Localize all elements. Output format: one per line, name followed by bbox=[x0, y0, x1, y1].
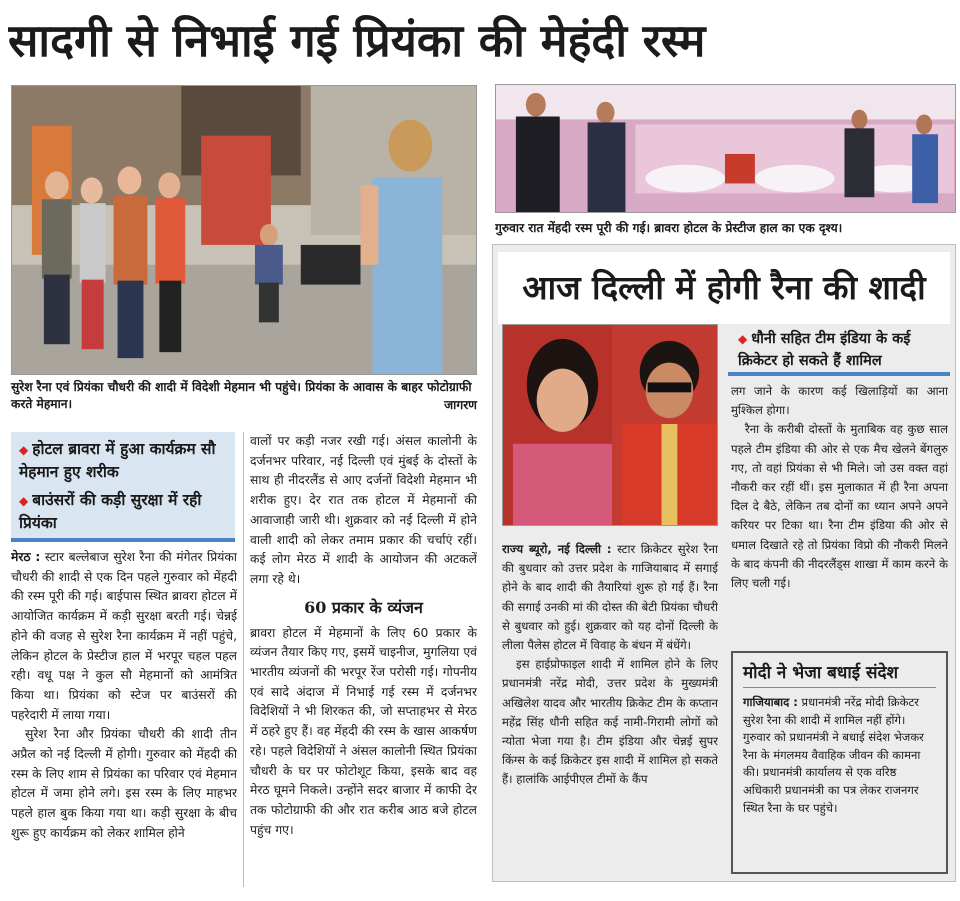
story2-col2-para1: लग जाने के कारण कई खिलाड़ियों का आना मुश्किल होगा। bbox=[731, 384, 948, 418]
story2-column-2 bbox=[731, 382, 948, 644]
story1-col1-para1: स्टार बल्लेबाज सुरेश रैना की मंगेतर प्रियंका चौधरी की शादी से एक दिन पहले गुरुवार को मेंहदी की रस्म पूरी की गई। बाईपास स्थित ब्रावरा होटल में आयोजित कार्यक्रम में कड़ी सुरक्षा बरती गई। चेन्नई होने की वजह से सुरेश रैना कार्यक्रम में नहीं पहुंचे, लेकिन होटल के प्रेस्टीज हाल में भरपूर चहल पहल रही। वधू पक्ष ने कुल सौ मेहमानों को आमंत्रित किया था। प्रियंका को स्टेज पर बाउंसरों की पहरेदारी में लाया गया। bbox=[11, 550, 237, 722]
story2-col1-para1: स्टार क्रिकेटर सुरेश रैना की बुधवार को उत्तर प्रदेश के गाजियाबाद में सगाई होने के बाद शादी की तैयारियां शुरू हो गई हैं। रैना की सगाई उनकी मां की दोस्त की बेटी प्रियंका चौधरी से बुधवार को हुई। शुक्रवार को यह दोनों दिल्ली के लीला पैलेस होटल में विवाह के बंधन में बंधेंगे। bbox=[502, 542, 718, 653]
photo-hall-scene bbox=[495, 84, 956, 213]
story2-col2-para2: रैना के करीबी दोस्तों के मुताबिक वह कुछ साल पहले टीम इंडिया की ओर से एक मैच खेलने बेंगलुरु गए, तो वहां प्रियंका से भी मिले। जो उस वक्त वहां नौकरी कर रहीं थीं। इस मुलाकात में ही रैना अपना दिल दे बैठे, लेकिन तब दोनों का ध्यान अपने अपने करियर पर टिका था। रैना टीम इंडिया की ओर से धमाल दिखाते रहे तो प्रियंका विप्रो की नौकरी मिलने के बाद कंपनी की नीदरलैंड्स शाखा में काम करने के लिए चली गई। bbox=[731, 422, 948, 591]
story1-subhead: 60 प्रकार के व्यंजन bbox=[304, 597, 423, 617]
photo-couple bbox=[502, 324, 718, 526]
highlight-text-1: होटल ब्रावरा में हुआ कार्यक्रम सौ मेहमान हुए शरीक bbox=[19, 439, 216, 481]
diamond-bullet-icon: ◆ bbox=[19, 443, 29, 457]
modi-message-box bbox=[731, 651, 948, 874]
story2-col1-para2: इस हाईप्रोफाइल शादी में शामिल होने के लिए प्रधानमंत्री नरेंद्र मोदी, उत्तर प्रदेश के मुख्यमंत्री अखिलेश यादव और भारतीय क्रिकेट टीम के कप्तान महेंद्र सिंह धौनी सहित कई नामी-गिरामी लोगों को न्योता भेजा गया है। टीम इंडिया और चेन्नई सुपर किंग्स के कई क्रिकेटर इस शादी में शामिल हो सकते हैं। हालांकि आईपीएल टीमों के कैंप bbox=[502, 657, 718, 787]
story2-dateline: राज्य ब्यूरो, नई दिल्ली : bbox=[502, 542, 612, 556]
highlight-item bbox=[19, 438, 227, 483]
diamond-bullet-icon: ◆ bbox=[19, 494, 29, 508]
story1-col2-para2: ब्रावरा होटल में मेहमानों के लिए 60 प्रकार के व्यंजन तैयार किए गए, इसमें चाइनीज, मुगलिया एवं भारतीय व्यंजनों की भरपूर रेंज परोसी गई। गोपनीय एवं सादे अंदाज में निभाई गई रस्म में दर्जनभर विदेशियों ने भी शिरकत की, जो सप्ताहभर से मेरठ में ठहरे हुए हैं। वह मेंहदी की रस्म के खास आकर्षण रहे। पहले विदेशियों ने अंसल कालोनी स्थित प्रियंका चौधरी के घर पर फोटोशूट किया, इसके बाद वह मेरठ घूमने निकले। उन्होंने सदर बाजार में काफी देर तक फोटोग्राफी की और रात करीब आठ बजे होटल पहुंच गए। bbox=[250, 625, 477, 837]
story2-headline: आज दिल्ली में होगी रैना की शादी bbox=[498, 252, 950, 324]
photo-right-caption: गुरुवार रात मेंहदी रस्म पूरी की गई। ब्रावरा होटल के प्रेस्टीज हाल का एक दृश्य। bbox=[495, 221, 843, 235]
story1-dateline: मेरठ : bbox=[11, 550, 41, 564]
story1-column-2 bbox=[250, 432, 477, 888]
diamond-bullet-icon: ◆ bbox=[738, 332, 748, 346]
pull-quote-text: धौनी सहित टीम इंडिया के कई क्रिकेटर हो सकते हैं शामिल bbox=[738, 330, 911, 369]
photo-left-credit: जागरण bbox=[420, 397, 477, 414]
story2-column-1 bbox=[502, 540, 718, 870]
photo-guests-outside-house bbox=[11, 85, 477, 375]
column-divider bbox=[243, 432, 244, 887]
modi-box-body: प्रधानमंत्री नरेंद्र मोदी क्रिकेटर सुरेश रैना की शादी में शामिल नहीं होंगे। गुरुवार को प्रधानमंत्री ने बधाई संदेश भेजकर रैना के मंगलमय वैवाहिक जीवन की कामना की। प्रधानमंत्री कार्यालय से एक वरिष्ठ अधिकारी प्रधानमंत्री का पत्र लेकर राजनगर स्थित रैना के घर पहुंचे। bbox=[743, 695, 924, 815]
story1-col2-para1: वालों पर कड़ी नजर रखी गई। अंसल कालोनी के दर्जनभर परिवार, नई दिल्ली एवं मुंबई के दोस्तों के साथ ही नीदरलैंड से आए दर्जनों विदेशी मेहमान भी शरीक हुए। देर रात तक होटल में मेहमानों की आवाजाही जारी थी। शुक्रवार को नई दिल्ली में होने वाली शादी को लेकर तमाम प्रकार की चर्चाएं रहीं। कई लोग मेरठ में शादी के आयोजन की अटकलें लगा रहे थे। bbox=[250, 434, 477, 586]
story1-col1-para2: सुरेश रैना और प्रियंका चौधरी की शादी तीन अप्रैल को नई दिल्ली में होगी। गुरुवार को मेंहदी की रस्म के लिए शाम से प्रियंका का परिवार एवं मेहमान होटल में जमा होने लगे। इस रस्म के लिए माहभर पहले हाल बुक किया गया था। कड़ी सुरक्षा के बीच शुरू हुए कार्यक्रम को लेकर शामिल होने bbox=[11, 727, 237, 840]
story2-pull-quote bbox=[728, 326, 950, 376]
photo-left-caption: सुरेश रैना एवं प्रियंका चौधरी की शादी में विदेशी मेहमान भी पहुंचे। प्रियंका के आवास के बाहर फोटोग्राफी करते मेहमान। bbox=[11, 380, 472, 411]
highlight-item bbox=[19, 489, 227, 534]
modi-box-title: मोदी ने भेजा बधाई संदेश bbox=[743, 659, 936, 688]
page-headline: सादगी से निभाई गई प्रियंका की मेहंदी रस्म bbox=[8, 14, 706, 67]
story1-column-1 bbox=[11, 548, 237, 888]
highlight-text-2: बाउंसरों की कड़ी सुरक्षा में रही प्रियंका bbox=[19, 490, 202, 532]
modi-box-text bbox=[743, 694, 936, 817]
modi-box-dateline: गाजियाबाद : bbox=[743, 695, 798, 709]
highlights-box bbox=[11, 432, 235, 542]
